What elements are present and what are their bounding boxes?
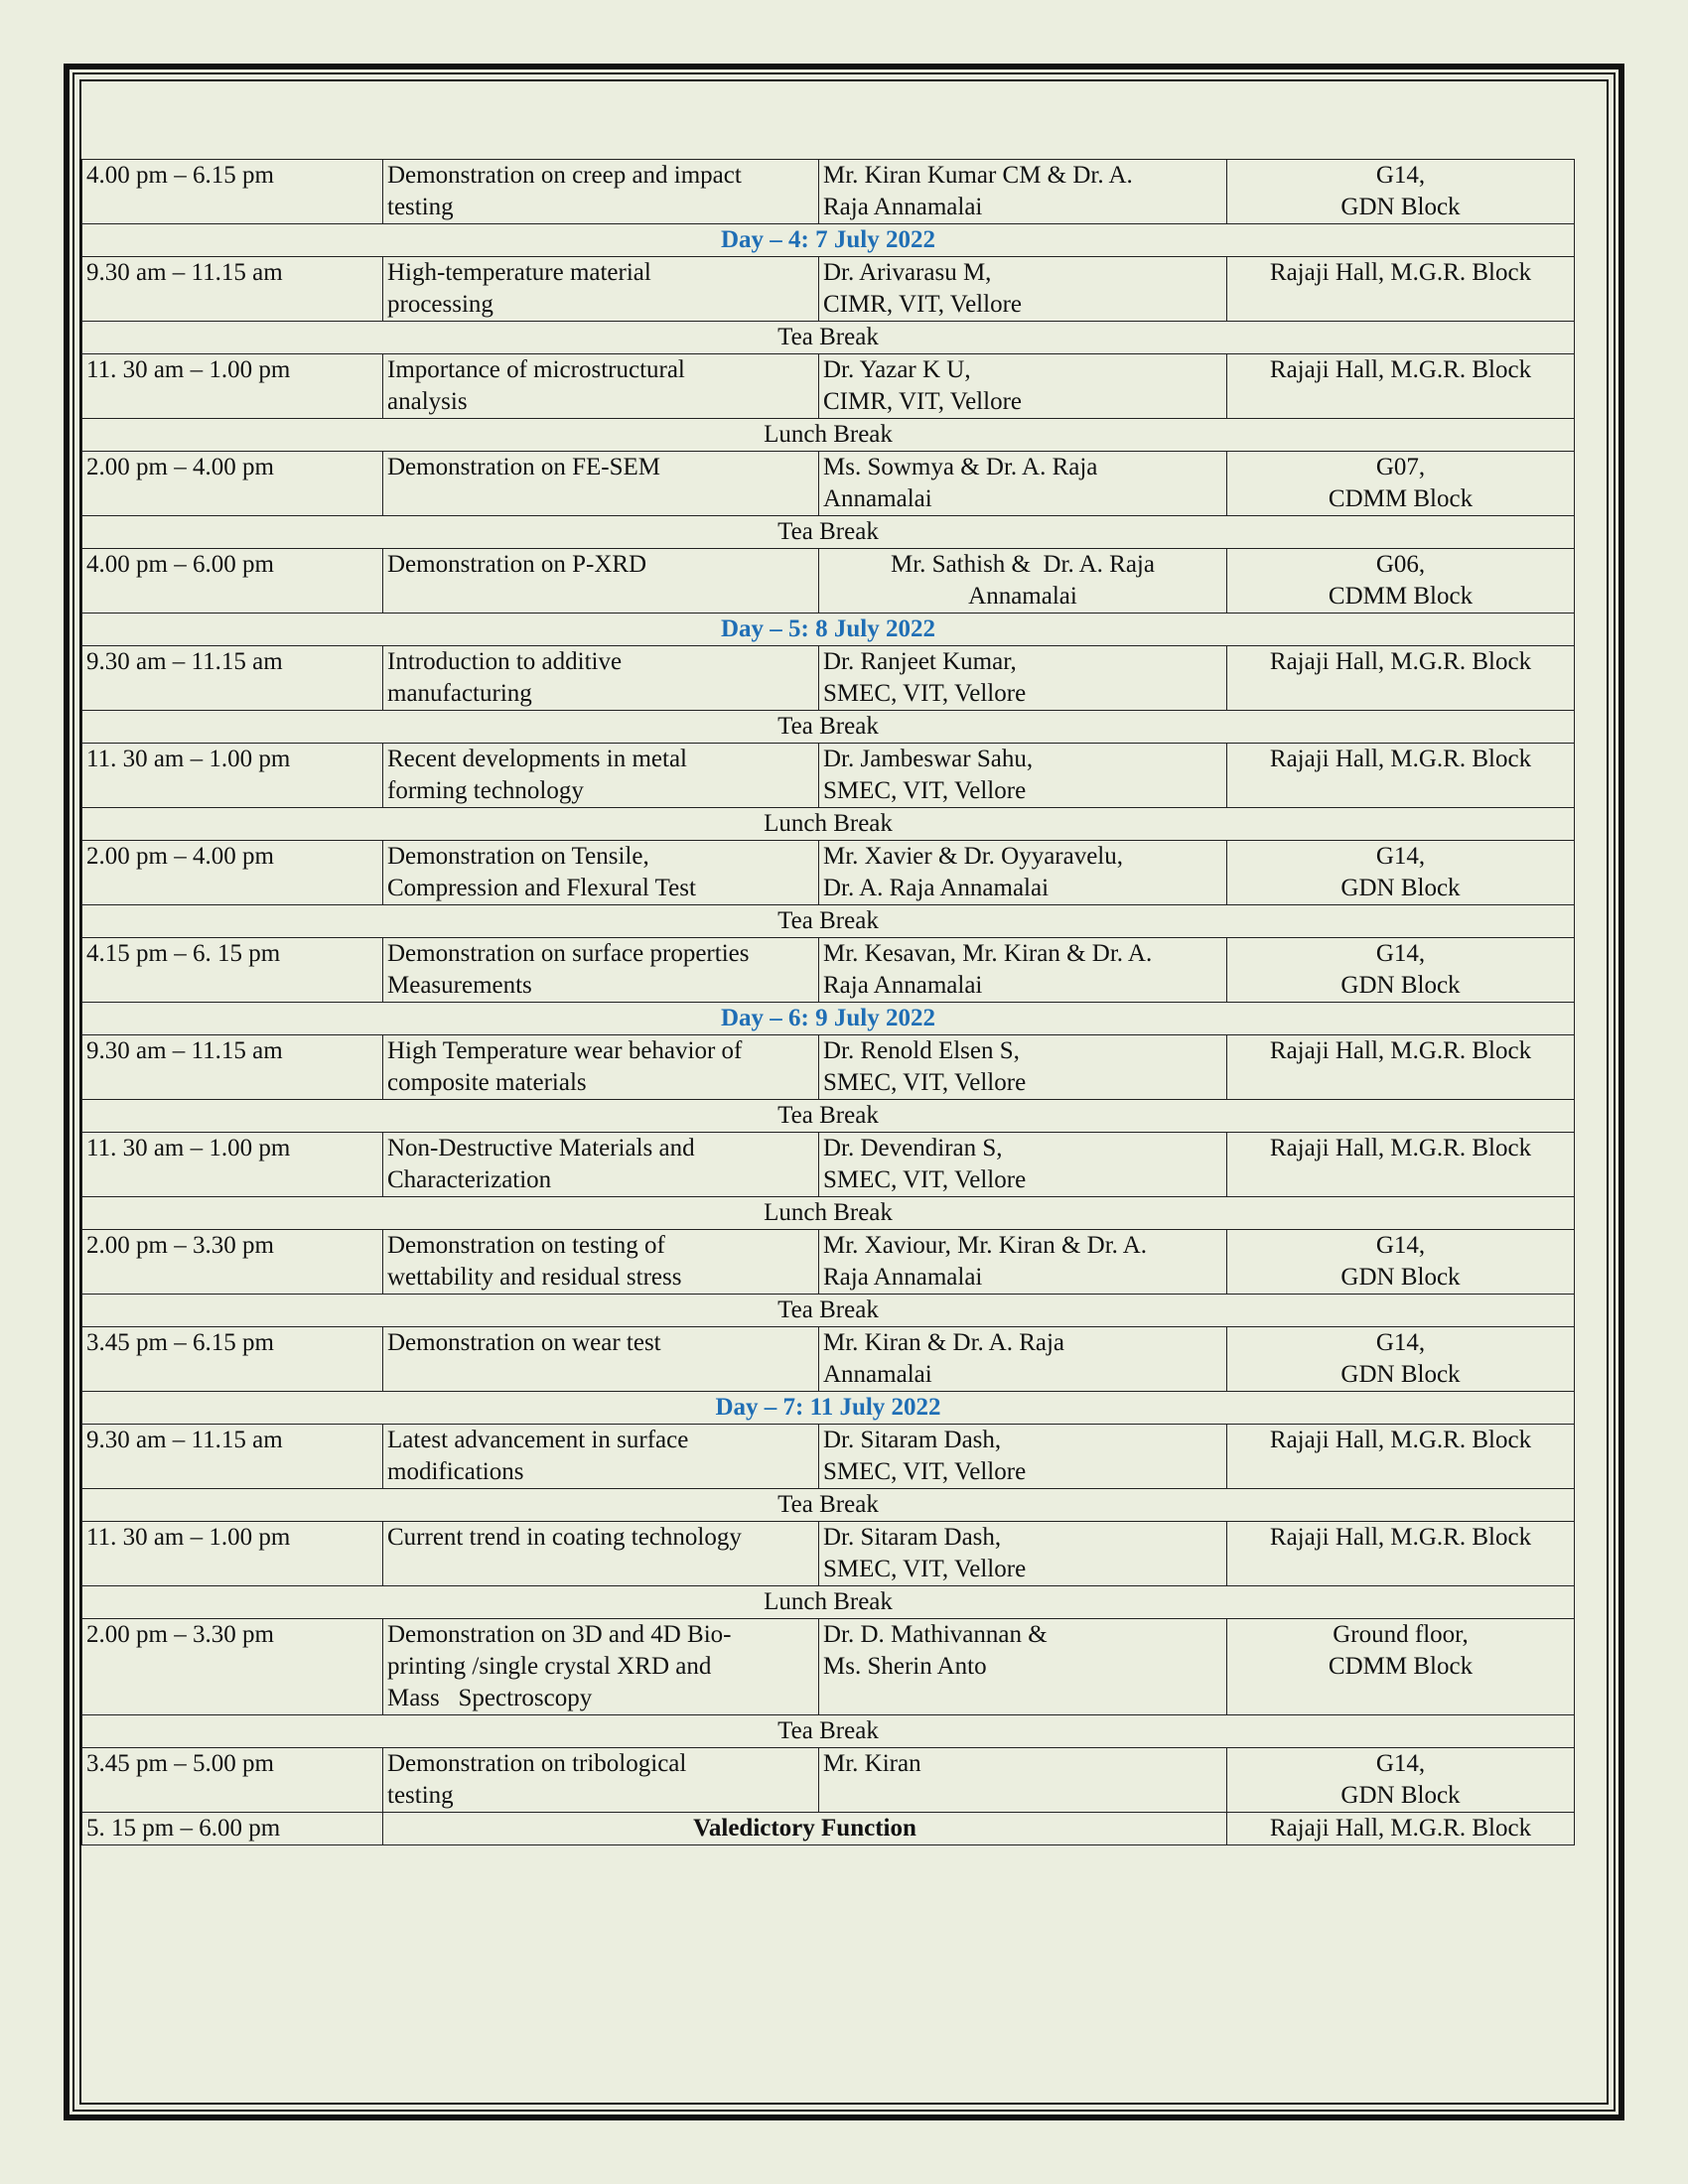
session-time: 11. 30 am – 1.00 pm — [82, 744, 383, 808]
topic-line: wettability and residual stress — [387, 1264, 682, 1291]
session-time: 2.00 pm – 4.00 pm — [82, 452, 383, 516]
session-row — [82, 257, 1575, 322]
session-topic — [383, 1425, 819, 1489]
day-header-row — [82, 1003, 1575, 1035]
session-speaker — [819, 452, 1227, 516]
session-venue — [1227, 646, 1575, 711]
session-speaker — [819, 549, 1227, 614]
speaker-line: Raja Annamalai — [823, 972, 983, 999]
topic-line: Demonstration on surface properties — [387, 940, 750, 967]
session-topic — [383, 1133, 819, 1197]
session-time: 11. 30 am – 1.00 pm — [82, 354, 383, 419]
session-speaker — [819, 1035, 1227, 1100]
venue-line: G14, — [1375, 1232, 1426, 1259]
function-title: Valedictory Function — [383, 1813, 1227, 1845]
session-speaker — [819, 1133, 1227, 1197]
session-topic — [383, 549, 819, 614]
day-heading: Day – 6: 9 July 2022 — [82, 1003, 1575, 1035]
session-topic — [383, 744, 819, 808]
session-venue — [1227, 354, 1575, 419]
speaker-line: Raja Annamalai — [823, 1264, 983, 1291]
session-topic — [383, 452, 819, 516]
session-row — [82, 1425, 1575, 1489]
break-row — [82, 516, 1575, 549]
break-row — [82, 1586, 1575, 1619]
topic-line: Current trend in coating technology — [387, 1524, 742, 1551]
topic-line: Characterization — [387, 1166, 552, 1193]
speaker-line: SMEC, VIT, Vellore — [823, 1069, 1027, 1096]
session-topic — [383, 1230, 819, 1295]
break-label: Lunch Break — [82, 1586, 1575, 1619]
session-venue — [1227, 1230, 1575, 1295]
topic-line: Introduction to additive — [387, 648, 623, 675]
day-heading: Day – 5: 8 July 2022 — [82, 614, 1575, 646]
break-label: Tea Break — [82, 711, 1575, 744]
session-topic — [383, 354, 819, 419]
topic-line: testing — [387, 1782, 454, 1809]
session-topic — [383, 1619, 819, 1715]
speaker-line: Annamalai — [823, 1361, 932, 1388]
venue-line: Rajaji Hall, M.G.R. Block — [1269, 356, 1532, 383]
speaker-line: SMEC, VIT, Vellore — [823, 1458, 1027, 1485]
topic-line: Mass Spectroscopy — [387, 1685, 593, 1711]
break-label: Tea Break — [82, 1100, 1575, 1133]
break-label: Lunch Break — [82, 808, 1575, 841]
topic-line: Demonstration on creep and impact — [387, 162, 742, 189]
speaker-line: Dr. Sitaram Dash, — [823, 1524, 1002, 1551]
session-topic — [383, 160, 819, 224]
venue-line: Ground floor, — [1333, 1621, 1469, 1648]
session-row — [82, 1619, 1575, 1715]
speaker-line: Mr. Kiran Kumar CM & Dr. A. — [823, 162, 1133, 189]
session-speaker — [819, 841, 1227, 905]
break-row — [82, 1100, 1575, 1133]
speaker-line: Dr. Yazar K U, — [823, 356, 971, 383]
venue-line: CDMM Block — [1328, 1653, 1474, 1680]
topic-line: Demonstration on 3D and 4D Bio- — [387, 1621, 732, 1648]
session-venue — [1227, 257, 1575, 322]
session-venue — [1227, 160, 1575, 224]
session-time: 9.30 am – 11.15 am — [82, 1425, 383, 1489]
session-time: 9.30 am – 11.15 am — [82, 646, 383, 711]
speaker-line: Raja Annamalai — [823, 194, 983, 220]
topic-line: Demonstration on FE-SEM — [387, 454, 660, 480]
speaker-line: Dr. Renold Elsen S, — [823, 1037, 1020, 1064]
session-speaker — [819, 1425, 1227, 1489]
topic-line: High Temperature wear behavior of — [387, 1037, 743, 1064]
function-row — [82, 1813, 1575, 1845]
speaker-line: Ms. Sowmya & Dr. A. Raja — [823, 454, 1098, 480]
session-speaker — [819, 1230, 1227, 1295]
session-venue — [1227, 1035, 1575, 1100]
break-label: Lunch Break — [82, 419, 1575, 452]
venue-line: Rajaji Hall, M.G.R. Block — [1269, 746, 1532, 772]
session-speaker — [819, 938, 1227, 1003]
session-topic — [383, 1748, 819, 1813]
speaker-line: CIMR, VIT, Vellore — [823, 388, 1022, 415]
schedule-table — [81, 159, 1575, 1845]
topic-line: Demonstration on wear test — [387, 1329, 661, 1356]
topic-line: Measurements — [387, 972, 532, 999]
topic-line: Demonstration on testing of — [387, 1232, 665, 1259]
session-venue — [1227, 549, 1575, 614]
session-row — [82, 1230, 1575, 1295]
session-speaker — [819, 1619, 1227, 1715]
day-header-row — [82, 1392, 1575, 1425]
break-row — [82, 808, 1575, 841]
venue-line: Rajaji Hall, M.G.R. Block — [1269, 1524, 1532, 1551]
speaker-line: Ms. Sherin Anto — [823, 1653, 987, 1680]
speaker-line: Mr. Xavier & Dr. Oyyaravelu, — [823, 843, 1124, 870]
speaker-line: Dr. A. Raja Annamalai — [823, 875, 1050, 901]
break-label: Tea Break — [82, 1295, 1575, 1327]
session-time: 2.00 pm – 3.30 pm — [82, 1619, 383, 1715]
session-topic — [383, 1522, 819, 1586]
session-time: 9.30 am – 11.15 am — [82, 257, 383, 322]
session-row — [82, 1522, 1575, 1586]
speaker-line: Dr. Ranjeet Kumar, — [823, 648, 1017, 675]
topic-line: Non-Destructive Materials and — [387, 1135, 695, 1161]
session-row — [82, 1133, 1575, 1197]
break-row — [82, 1715, 1575, 1748]
session-venue — [1227, 1522, 1575, 1586]
speaker-line: Dr. Devendiran S, — [823, 1135, 1003, 1161]
venue-line: CDMM Block — [1328, 485, 1474, 512]
break-row — [82, 322, 1575, 354]
session-row — [82, 452, 1575, 516]
day-heading: Day – 7: 11 July 2022 — [82, 1392, 1575, 1425]
speaker-line: SMEC, VIT, Vellore — [823, 777, 1027, 804]
speaker-line: Mr. Kiran & Dr. A. Raja — [823, 1329, 1065, 1356]
topic-line: forming technology — [387, 777, 584, 804]
day-header-row — [82, 224, 1575, 257]
speaker-line: Annamalai — [823, 485, 932, 512]
session-topic — [383, 646, 819, 711]
break-row — [82, 1197, 1575, 1230]
venue-line: Rajaji Hall, M.G.R. Block — [1269, 1037, 1532, 1064]
break-row — [82, 1295, 1575, 1327]
session-venue — [1227, 1133, 1575, 1197]
session-topic — [383, 938, 819, 1003]
session-time: 4.15 pm – 6. 15 pm — [82, 938, 383, 1003]
topic-line: processing — [387, 291, 493, 318]
topic-line: analysis — [387, 388, 468, 415]
schedule-body — [82, 160, 1575, 1845]
session-speaker — [819, 354, 1227, 419]
session-venue — [1227, 1619, 1575, 1715]
session-speaker — [819, 1522, 1227, 1586]
venue-line: GDN Block — [1340, 1264, 1461, 1291]
break-label: Tea Break — [82, 1489, 1575, 1522]
break-label: Tea Break — [82, 905, 1575, 938]
session-venue — [1227, 744, 1575, 808]
break-label: Tea Break — [82, 322, 1575, 354]
session-topic — [383, 1327, 819, 1392]
session-venue — [1227, 1327, 1575, 1392]
topic-line: Demonstration on P-XRD — [387, 551, 647, 578]
session-venue — [1227, 1748, 1575, 1813]
venue-line: G14, — [1375, 1329, 1426, 1356]
session-time: 4.00 pm – 6.15 pm — [82, 160, 383, 224]
session-row — [82, 160, 1575, 224]
speaker-line: CIMR, VIT, Vellore — [823, 291, 1022, 318]
session-row — [82, 938, 1575, 1003]
break-row — [82, 419, 1575, 452]
session-speaker — [819, 160, 1227, 224]
session-row — [82, 646, 1575, 711]
session-venue — [1227, 452, 1575, 516]
speaker-line: SMEC, VIT, Vellore — [823, 1556, 1027, 1582]
topic-line: manufacturing — [387, 680, 532, 707]
break-label: Lunch Break — [82, 1197, 1575, 1230]
session-row — [82, 744, 1575, 808]
venue-line: G07, — [1375, 454, 1426, 480]
session-row — [82, 354, 1575, 419]
day-header-row — [82, 614, 1575, 646]
topic-line: Latest advancement in surface — [387, 1427, 689, 1453]
venue-line: GDN Block — [1340, 875, 1461, 901]
session-venue — [1227, 938, 1575, 1003]
session-speaker — [819, 744, 1227, 808]
session-time: 9.30 am – 11.15 am — [82, 1035, 383, 1100]
session-topic — [383, 1035, 819, 1100]
session-time: 11. 30 am – 1.00 pm — [82, 1522, 383, 1586]
topic-line: composite materials — [387, 1069, 587, 1096]
session-time: 2.00 pm – 3.30 pm — [82, 1230, 383, 1295]
function-time: 5. 15 pm – 6.00 pm — [82, 1813, 383, 1845]
topic-line: Recent developments in metal — [387, 746, 687, 772]
speaker-line: Dr. D. Mathivannan & — [823, 1621, 1048, 1648]
topic-line: Importance of microstructural — [387, 356, 685, 383]
venue-line: G14, — [1375, 162, 1426, 189]
venue-line: GDN Block — [1340, 1361, 1461, 1388]
session-topic — [383, 257, 819, 322]
venue-line: GDN Block — [1340, 972, 1461, 999]
venue-line: G14, — [1375, 1750, 1426, 1777]
topic-line: High-temperature material — [387, 259, 651, 286]
session-speaker — [819, 1327, 1227, 1392]
session-topic — [383, 841, 819, 905]
session-time: 3.45 pm – 6.15 pm — [82, 1327, 383, 1392]
topic-line: Demonstration on tribological — [387, 1750, 687, 1777]
speaker-line: SMEC, VIT, Vellore — [823, 680, 1027, 707]
break-row — [82, 1489, 1575, 1522]
session-row — [82, 549, 1575, 614]
venue-line: Rajaji Hall, M.G.R. Block — [1269, 1427, 1532, 1453]
venue-line: GDN Block — [1340, 194, 1461, 220]
venue-line: Rajaji Hall, M.G.R. Block — [1269, 259, 1532, 286]
day-heading: Day – 4: 7 July 2022 — [82, 224, 1575, 257]
venue-line: G14, — [1375, 843, 1426, 870]
break-row — [82, 905, 1575, 938]
session-speaker — [819, 646, 1227, 711]
session-time: 3.45 pm – 5.00 pm — [82, 1748, 383, 1813]
topic-line: modifications — [387, 1458, 524, 1485]
speaker-line: Mr. Kiran — [823, 1750, 921, 1777]
venue-line: G14, — [1375, 940, 1426, 967]
speaker-line: Dr. Sitaram Dash, — [823, 1427, 1002, 1453]
session-time: 11. 30 am – 1.00 pm — [82, 1133, 383, 1197]
topic-line: Demonstration on Tensile, — [387, 843, 649, 870]
session-speaker — [819, 1748, 1227, 1813]
speaker-line: Annamalai — [968, 583, 1077, 610]
session-row — [82, 1748, 1575, 1813]
topic-line: testing — [387, 194, 454, 220]
session-speaker — [819, 257, 1227, 322]
speaker-line: Mr. Sathish & Dr. A. Raja — [891, 551, 1155, 578]
venue-line: Rajaji Hall, M.G.R. Block — [1269, 1815, 1532, 1842]
speaker-line: SMEC, VIT, Vellore — [823, 1166, 1027, 1193]
speaker-line: Mr. Kesavan, Mr. Kiran & Dr. A. — [823, 940, 1153, 967]
venue-line: Rajaji Hall, M.G.R. Block — [1269, 648, 1532, 675]
speaker-line: Dr. Arivarasu M, — [823, 259, 992, 286]
session-row — [82, 1035, 1575, 1100]
venue-line: CDMM Block — [1328, 583, 1474, 610]
function-venue — [1227, 1813, 1575, 1845]
break-row — [82, 711, 1575, 744]
venue-line: G06, — [1375, 551, 1426, 578]
session-row — [82, 841, 1575, 905]
session-time: 2.00 pm – 4.00 pm — [82, 841, 383, 905]
break-label: Tea Break — [82, 1715, 1575, 1748]
session-venue — [1227, 841, 1575, 905]
session-time: 4.00 pm – 6.00 pm — [82, 549, 383, 614]
speaker-line: Mr. Xaviour, Mr. Kiran & Dr. A. — [823, 1232, 1148, 1259]
session-venue — [1227, 1425, 1575, 1489]
venue-line: GDN Block — [1340, 1782, 1461, 1809]
break-label: Tea Break — [82, 516, 1575, 549]
speaker-line: Dr. Jambeswar Sahu, — [823, 746, 1034, 772]
session-row — [82, 1327, 1575, 1392]
topic-line: Compression and Flexural Test — [387, 875, 696, 901]
topic-line: printing /single crystal XRD and — [387, 1653, 712, 1680]
venue-line: Rajaji Hall, M.G.R. Block — [1269, 1135, 1532, 1161]
